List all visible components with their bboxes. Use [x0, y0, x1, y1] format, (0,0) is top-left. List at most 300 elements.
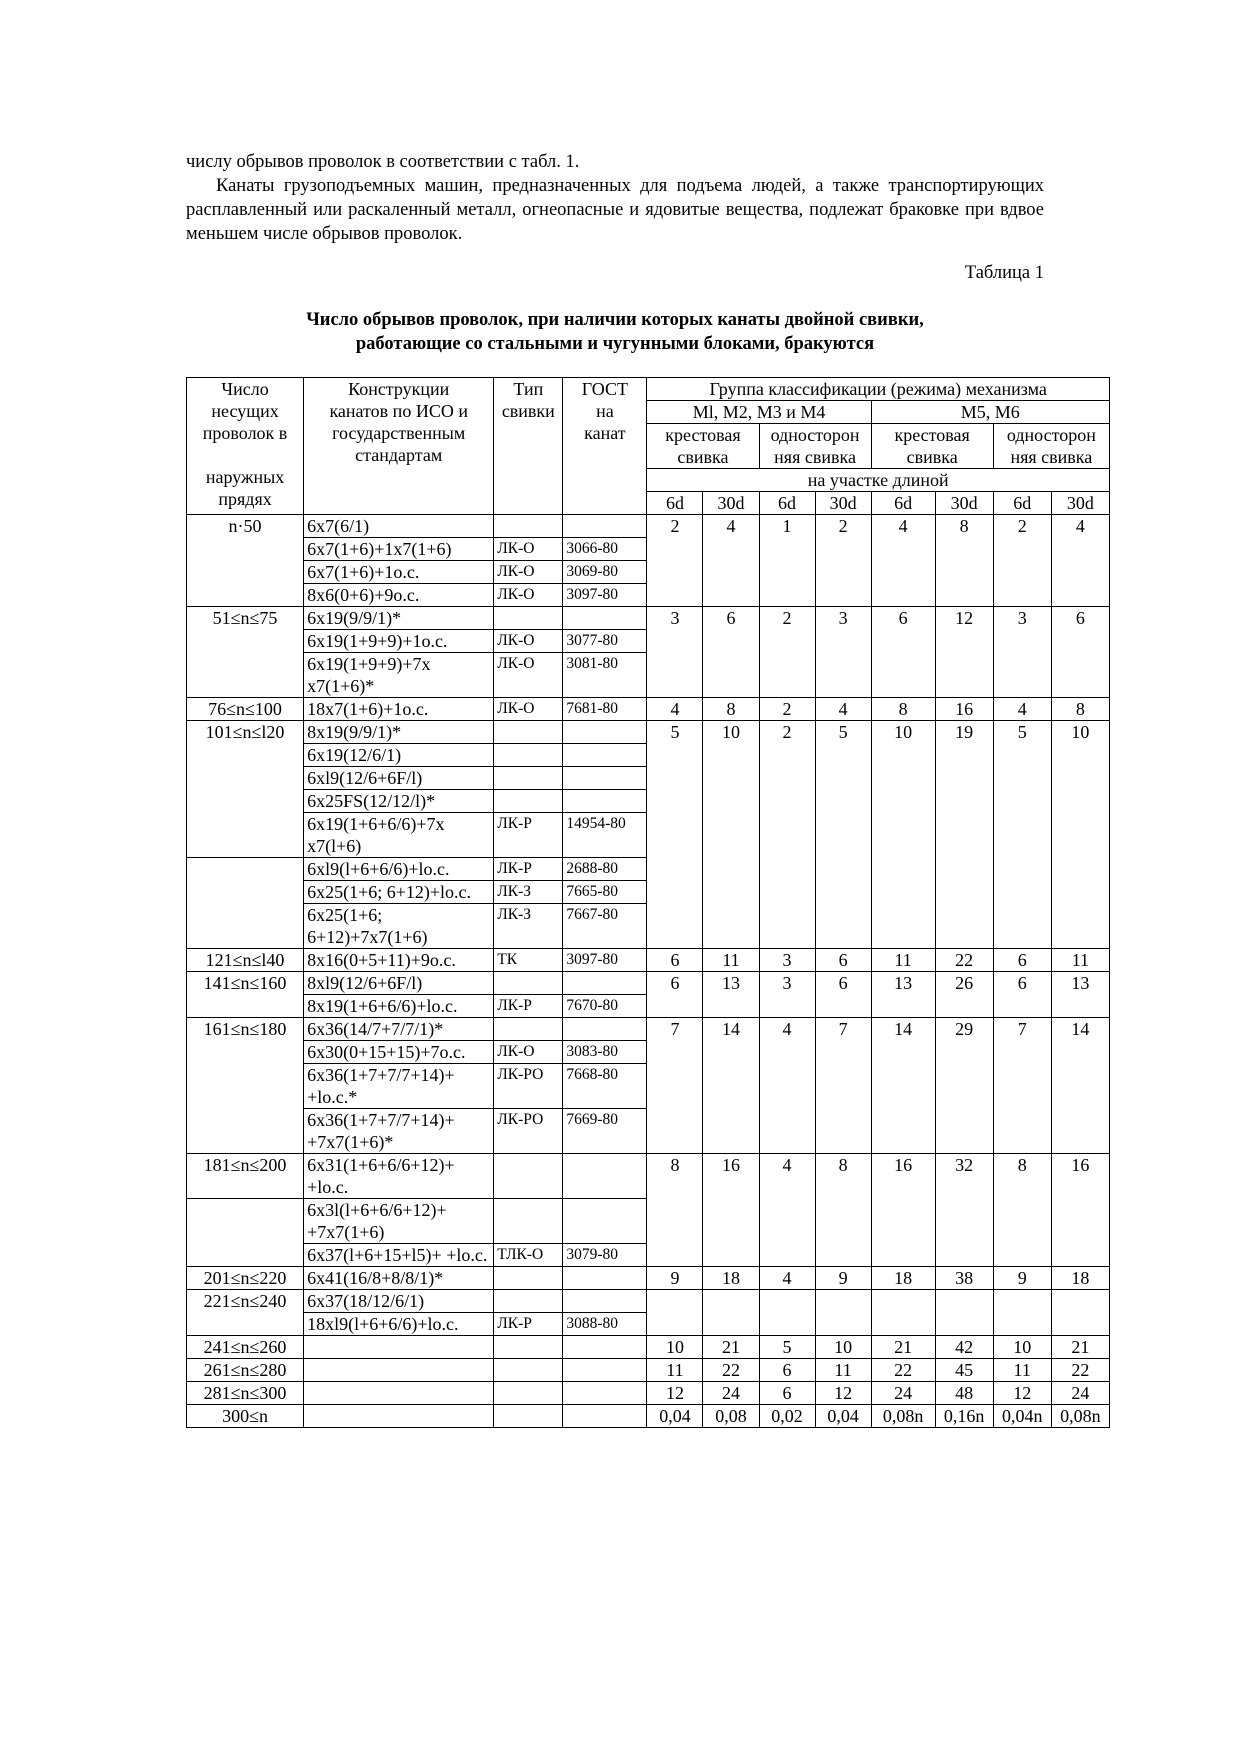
construction-cell: 6x7(1+6)+1o.c. [304, 561, 494, 584]
construction-cell: 6x7(1+6)+1x7(1+6) [304, 538, 494, 561]
value-cell: 14 [1051, 1018, 1109, 1041]
value-cell [1051, 1109, 1109, 1154]
value-cell [703, 767, 759, 790]
value-cell: 45 [935, 1359, 993, 1382]
value-cell: 6 [759, 1382, 815, 1405]
wires-count-cell [187, 561, 304, 584]
gost-cell [563, 1154, 647, 1199]
header-group-m1-m4: Ml, M2, M3 и M4 [647, 401, 871, 424]
value-cell: 4 [815, 698, 871, 721]
gost-cell [563, 721, 647, 744]
table-row [187, 1018, 1110, 1041]
value-cell [759, 1313, 815, 1336]
value-cell: 18 [703, 1267, 759, 1290]
wires-count-cell: 121≤n≤l40 [187, 949, 304, 972]
value-cell [1051, 1064, 1109, 1109]
gost-cell [563, 607, 647, 630]
table-caption [186, 308, 1044, 356]
value-cell: 16 [871, 1154, 935, 1199]
value-cell [815, 584, 871, 607]
value-cell [935, 584, 993, 607]
value-cell: 9 [647, 1267, 703, 1290]
wires-count-cell: n·50 [187, 515, 304, 538]
value-cell [815, 790, 871, 813]
value-cell: 0,08 [703, 1405, 759, 1428]
value-cell [815, 813, 871, 858]
table-row [187, 721, 1110, 744]
wires-count-cell: 221≤n≤240 [187, 1290, 304, 1313]
value-cell [935, 904, 993, 949]
construction-cell: 6x7(6/1) [304, 515, 494, 538]
value-cell [759, 538, 815, 561]
value-cell [935, 1244, 993, 1267]
value-cell [871, 538, 935, 561]
value-cell [703, 881, 759, 904]
value-cell: 6 [993, 972, 1051, 995]
wires-count-cell: 51≤n≤75 [187, 607, 304, 630]
table-row [187, 1382, 1110, 1405]
value-cell [759, 904, 815, 949]
gost-cell: 7668-80 [563, 1064, 647, 1109]
table-row [187, 1199, 1110, 1244]
wires-count-cell: 241≤n≤260 [187, 1336, 304, 1359]
wires-count-cell [187, 1109, 304, 1154]
value-cell [647, 1041, 703, 1064]
value-cell [1051, 584, 1109, 607]
lay-type-cell: ЛК-РО [494, 1064, 563, 1109]
gost-cell: 2688-80 [563, 858, 647, 881]
value-cell: 0,04 [647, 1405, 703, 1428]
construction-cell: 6x25(1+6; 6+12)+7x7(1+6) [304, 904, 494, 949]
value-cell [935, 767, 993, 790]
value-cell: 7 [815, 1018, 871, 1041]
value-cell [759, 1290, 815, 1313]
value-cell [759, 995, 815, 1018]
value-cell [815, 1064, 871, 1109]
value-cell: 2 [759, 607, 815, 630]
value-cell [993, 767, 1051, 790]
table-row [187, 1244, 1110, 1267]
value-cell [935, 1313, 993, 1336]
lay-type-cell: ЛК-О [494, 1041, 563, 1064]
value-cell: 10 [1051, 721, 1109, 744]
construction-cell: 6x36(1+7+7/7+14)+ +7x7(1+6)* [304, 1109, 494, 1154]
value-cell: 4 [1051, 515, 1109, 538]
value-cell: 2 [759, 698, 815, 721]
wires-count-cell [187, 538, 304, 561]
table-row [187, 1267, 1110, 1290]
value-cell: 48 [935, 1382, 993, 1405]
value-cell: 6 [703, 607, 759, 630]
value-cell [815, 561, 871, 584]
lay-type-cell [494, 1018, 563, 1041]
value-cell [1051, 995, 1109, 1018]
header-gost: ГОСТ на канат [563, 378, 647, 515]
value-cell: 14 [703, 1018, 759, 1041]
construction-cell: 6x37(l+6+15+l5)+ +lo.c. [304, 1244, 494, 1267]
lay-type-cell: ЛК-О [494, 584, 563, 607]
lay-type-cell [494, 1405, 563, 1428]
value-cell [1051, 813, 1109, 858]
value-cell [647, 1290, 703, 1313]
value-cell [759, 1041, 815, 1064]
lay-type-cell: ЛК-Р [494, 995, 563, 1018]
gost-cell: 3079-80 [563, 1244, 647, 1267]
value-cell: 6 [1051, 607, 1109, 630]
value-cell [993, 1064, 1051, 1109]
value-cell: 10 [871, 721, 935, 744]
value-cell: 12 [935, 607, 993, 630]
value-cell [703, 858, 759, 881]
value-cell [871, 1109, 935, 1154]
value-cell: 11 [703, 949, 759, 972]
value-cell [647, 767, 703, 790]
table-number: Таблица 1 [964, 263, 1044, 283]
value-cell [1051, 1041, 1109, 1064]
value-cell [1051, 630, 1109, 653]
construction-cell: 6x25(1+6; 6+12)+lo.c. [304, 881, 494, 904]
value-cell [815, 881, 871, 904]
header-length-1: 30d [703, 492, 759, 515]
value-cell: 6 [993, 949, 1051, 972]
value-cell: 3 [759, 949, 815, 972]
gost-cell: 3088-80 [563, 1313, 647, 1336]
construction-cell: 6x19(1+9+9)+1o.c. [304, 630, 494, 653]
wires-count-cell [187, 1041, 304, 1064]
value-cell [647, 904, 703, 949]
header-one-way-lay-2: односторон няя свивка [993, 424, 1109, 469]
value-cell: 3 [815, 607, 871, 630]
table-row [187, 698, 1110, 721]
value-cell [815, 767, 871, 790]
header-length-4: 6d [871, 492, 935, 515]
lay-type-cell: ЛК-РО [494, 1109, 563, 1154]
value-cell: 11 [871, 949, 935, 972]
table-row [187, 1154, 1110, 1199]
value-cell: 5 [993, 721, 1051, 744]
table-row [187, 1064, 1110, 1109]
value-cell [703, 1313, 759, 1336]
intro-paragraph: Канаты грузоподъемных машин, предназначенных для подъема людей, а также транспортирующих расплавленный или раскаленный металл, огнеопасные и ядовитые вещества, подлежат браковке при вдвое меньшем числе обрывов проволок. [186, 176, 1044, 244]
construction-cell: 6x36(14/7+7/7/1)* [304, 1018, 494, 1041]
value-cell: 22 [871, 1359, 935, 1382]
value-cell [871, 790, 935, 813]
value-cell [871, 653, 935, 698]
wires-count-cell [187, 767, 304, 790]
lay-type-cell [494, 744, 563, 767]
lay-type-cell [494, 972, 563, 995]
lay-type-cell: ЛК-О [494, 698, 563, 721]
value-cell: 11 [815, 1359, 871, 1382]
lay-type-cell: ЛК-З [494, 881, 563, 904]
value-cell: 2 [759, 721, 815, 744]
value-cell [703, 1199, 759, 1244]
value-cell: 38 [935, 1267, 993, 1290]
value-cell [1051, 653, 1109, 698]
value-cell: 12 [993, 1382, 1051, 1405]
value-cell [871, 904, 935, 949]
value-cell [759, 858, 815, 881]
value-cell [647, 1313, 703, 1336]
value-cell: 21 [871, 1336, 935, 1359]
header-wires: Число несущих проволок в наружных прядях [187, 378, 304, 515]
wires-count-cell: 76≤n≤100 [187, 698, 304, 721]
value-cell [935, 561, 993, 584]
value-cell: 10 [815, 1336, 871, 1359]
value-cell [871, 561, 935, 584]
value-cell [993, 995, 1051, 1018]
construction-cell [304, 1405, 494, 1428]
header-length-7: 30d [1051, 492, 1109, 515]
value-cell [815, 995, 871, 1018]
value-cell: 22 [935, 949, 993, 972]
gost-cell [563, 1290, 647, 1313]
table-row [187, 904, 1110, 949]
table-row [187, 790, 1110, 813]
value-cell [703, 561, 759, 584]
value-cell [871, 744, 935, 767]
table-row [187, 813, 1110, 858]
value-cell [703, 995, 759, 1018]
value-cell [935, 1109, 993, 1154]
value-cell [871, 767, 935, 790]
value-cell [815, 904, 871, 949]
wires-count-cell [187, 1313, 304, 1336]
wires-count-cell [187, 995, 304, 1018]
value-cell [993, 904, 1051, 949]
lay-type-cell [494, 767, 563, 790]
wires-count-cell [187, 858, 304, 881]
value-cell [1051, 1244, 1109, 1267]
value-cell [759, 767, 815, 790]
value-cell: 14 [871, 1018, 935, 1041]
value-cell: 4 [871, 515, 935, 538]
gost-cell: 7667-80 [563, 904, 647, 949]
table-row [187, 561, 1110, 584]
value-cell: 0,08n [871, 1405, 935, 1428]
value-cell: 16 [1051, 1154, 1109, 1199]
value-cell [759, 653, 815, 698]
value-cell [871, 1290, 935, 1313]
value-cell [703, 653, 759, 698]
value-cell: 16 [935, 698, 993, 721]
value-cell [703, 1041, 759, 1064]
gost-cell: 3097-80 [563, 949, 647, 972]
value-cell: 10 [703, 721, 759, 744]
value-cell: 4 [993, 698, 1051, 721]
value-cell [935, 538, 993, 561]
value-cell: 11 [647, 1359, 703, 1382]
construction-cell [304, 1382, 494, 1405]
value-cell [993, 538, 1051, 561]
value-cell: 2 [647, 515, 703, 538]
value-cell: 21 [1051, 1336, 1109, 1359]
value-cell: 8 [1051, 698, 1109, 721]
table-row [187, 1041, 1110, 1064]
gost-cell: 7670-80 [563, 995, 647, 1018]
value-cell [759, 790, 815, 813]
lay-type-cell [494, 1359, 563, 1382]
value-cell: 4 [647, 698, 703, 721]
value-cell [703, 1244, 759, 1267]
value-cell: 0,02 [759, 1405, 815, 1428]
header-cross-lay-2: крестовая свивка [871, 424, 993, 469]
gost-cell [563, 1267, 647, 1290]
value-cell [935, 881, 993, 904]
value-cell: 8 [935, 515, 993, 538]
lay-type-cell [494, 1267, 563, 1290]
construction-cell: 6x25FS(12/12/l)* [304, 790, 494, 813]
value-cell [647, 538, 703, 561]
wires-count-cell: 101≤n≤l20 [187, 721, 304, 744]
table-row [187, 584, 1110, 607]
wires-count-cell: 300≤n [187, 1405, 304, 1428]
value-cell: 24 [1051, 1382, 1109, 1405]
value-cell [647, 1064, 703, 1109]
construction-cell: 8x16(0+5+11)+9o.c. [304, 949, 494, 972]
wires-count-cell: 141≤n≤160 [187, 972, 304, 995]
lay-type-cell [494, 1290, 563, 1313]
value-cell: 24 [871, 1382, 935, 1405]
value-cell [703, 1109, 759, 1154]
value-cell [993, 1041, 1051, 1064]
value-cell [815, 630, 871, 653]
value-cell: 8 [703, 698, 759, 721]
value-cell [647, 813, 703, 858]
value-cell [647, 881, 703, 904]
value-cell [993, 790, 1051, 813]
value-cell [871, 995, 935, 1018]
value-cell [993, 561, 1051, 584]
value-cell [871, 1064, 935, 1109]
value-cell: 18 [1051, 1267, 1109, 1290]
table-row [187, 972, 1110, 995]
lay-type-cell: ЛК-О [494, 538, 563, 561]
value-cell: 21 [703, 1336, 759, 1359]
table-row [187, 653, 1110, 698]
gost-cell: 3083-80 [563, 1041, 647, 1064]
value-cell [871, 630, 935, 653]
construction-cell: 8x19(9/9/1)* [304, 721, 494, 744]
value-cell [1051, 1199, 1109, 1244]
header-group-m5-m6: M5, M6 [871, 401, 1109, 424]
construction-cell: 6xl9(12/6+6F/l) [304, 767, 494, 790]
value-cell [993, 1290, 1051, 1313]
gost-cell: 3077-80 [563, 630, 647, 653]
table-row [187, 1109, 1110, 1154]
value-cell: 19 [935, 721, 993, 744]
table-row [187, 1359, 1110, 1382]
value-cell [759, 1064, 815, 1109]
caption-line-1: Число обрывов проволок, при наличии которых канаты двойной свивки, [306, 310, 924, 330]
value-cell [1051, 904, 1109, 949]
table-row [187, 995, 1110, 1018]
construction-cell: 6x31(1+6+6/6+12)+ +lo.c. [304, 1154, 494, 1199]
table-row [187, 515, 1110, 538]
value-cell [993, 1244, 1051, 1267]
value-cell [935, 1041, 993, 1064]
value-cell [703, 790, 759, 813]
header-one-way-lay-1: односторон няя свивка [759, 424, 871, 469]
value-cell [759, 1244, 815, 1267]
gost-cell: 3097-80 [563, 584, 647, 607]
value-cell [759, 561, 815, 584]
lay-type-cell [494, 1382, 563, 1405]
value-cell: 4 [759, 1267, 815, 1290]
value-cell: 24 [703, 1382, 759, 1405]
construction-cell: 6x19(12/6/1) [304, 744, 494, 767]
construction-cell [304, 1359, 494, 1382]
value-cell [703, 1064, 759, 1109]
value-cell [1051, 790, 1109, 813]
gost-cell [563, 1018, 647, 1041]
value-cell [993, 1313, 1051, 1336]
value-cell [1051, 1313, 1109, 1336]
gost-cell: 7681-80 [563, 698, 647, 721]
value-cell [703, 630, 759, 653]
value-cell [759, 813, 815, 858]
header-group: Группа классификации (режима) механизма [647, 378, 1110, 401]
table-row [187, 949, 1110, 972]
caption-line-2: работающие со стальными и чугунными блоками, бракуются [355, 334, 875, 354]
table-row [187, 1336, 1110, 1359]
table-row [187, 858, 1110, 881]
header-length-2: 6d [759, 492, 815, 515]
construction-cell: 18x7(1+6)+1o.c. [304, 698, 494, 721]
table-row [187, 630, 1110, 653]
value-cell [871, 1244, 935, 1267]
value-cell [815, 1290, 871, 1313]
header-length-3: 30d [815, 492, 871, 515]
value-cell: 8 [815, 1154, 871, 1199]
value-cell [703, 538, 759, 561]
value-cell: 7 [993, 1018, 1051, 1041]
value-cell [935, 1290, 993, 1313]
value-cell: 13 [871, 972, 935, 995]
value-cell [703, 1290, 759, 1313]
value-cell [759, 584, 815, 607]
value-cell: 8 [871, 698, 935, 721]
value-cell [993, 858, 1051, 881]
gost-cell: 7669-80 [563, 1109, 647, 1154]
gost-cell [563, 1199, 647, 1244]
construction-cell: 6x41(16/8+8/8/1)* [304, 1267, 494, 1290]
header-lay-type: Тип свивки [494, 378, 563, 515]
value-cell: 0,04n [993, 1405, 1051, 1428]
value-cell: 1 [759, 515, 815, 538]
value-cell: 6 [647, 972, 703, 995]
value-cell [647, 1109, 703, 1154]
gost-cell [563, 767, 647, 790]
value-cell: 3 [647, 607, 703, 630]
lay-type-cell: ЛК-О [494, 561, 563, 584]
lay-type-cell: ЛК-З [494, 904, 563, 949]
value-cell [647, 561, 703, 584]
value-cell [935, 1064, 993, 1109]
value-cell [993, 744, 1051, 767]
value-cell [871, 1041, 935, 1064]
value-cell: 0,08n [1051, 1405, 1109, 1428]
value-cell [871, 813, 935, 858]
value-cell [815, 1313, 871, 1336]
construction-cell: 6x37(18/12/6/1) [304, 1290, 494, 1313]
intro-line: числу обрывов проволок в соответствии с табл. 1. [186, 152, 580, 172]
value-cell: 13 [1051, 972, 1109, 995]
value-cell: 12 [647, 1382, 703, 1405]
value-cell [1051, 881, 1109, 904]
value-cell [1051, 1290, 1109, 1313]
value-cell: 0,16n [935, 1405, 993, 1428]
